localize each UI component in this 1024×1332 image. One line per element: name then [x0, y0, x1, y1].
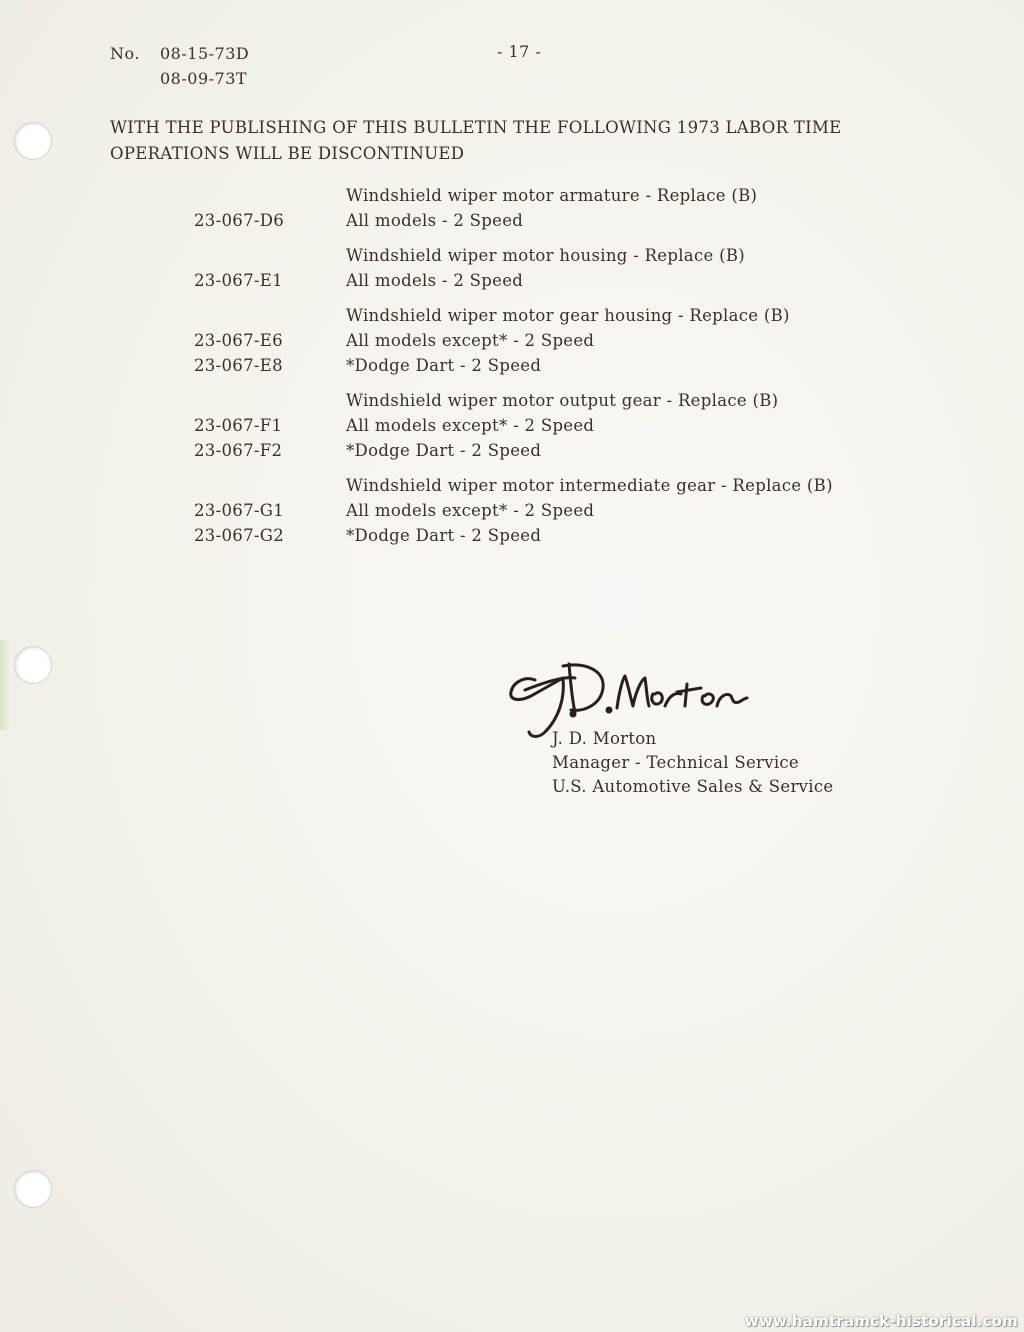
operation-code: 23-067-G2: [194, 526, 285, 545]
operation-title: [0, 246, 1024, 271]
intro-line-2: OPERATIONS WILL BE DISCONTINUED: [110, 144, 465, 163]
operation-title: [0, 476, 1024, 501]
operation-description: All models except* - 2 Speed: [346, 331, 595, 350]
operation-code: 23-067-D6: [194, 211, 285, 230]
operation-group: [0, 476, 1024, 551]
operation-description: All models except* - 2 Speed: [346, 501, 595, 520]
operation-description: *Dodge Dart - 2 Speed: [346, 356, 542, 375]
signer-department: U.S. Automotive Sales & Service: [552, 777, 834, 796]
operation-group: [0, 246, 1024, 296]
bulletin-no-label: No.: [110, 44, 140, 63]
operation-row: [0, 271, 1024, 296]
operation-title: [0, 186, 1024, 211]
operation-description: All models except* - 2 Speed: [346, 416, 595, 435]
punch-hole: [14, 122, 52, 160]
operation-title-text: Windshield wiper motor output gear - Replace (B): [346, 391, 779, 410]
operation-code: 23-067-F1: [194, 416, 283, 435]
operation-title-text: Windshield wiper motor housing - Replace (B): [346, 246, 745, 265]
paper-stain: [0, 640, 10, 730]
operation-row: [0, 526, 1024, 551]
operation-code: 23-067-F2: [194, 441, 283, 460]
punch-hole: [14, 646, 52, 684]
signer-name: J. D. Morton: [552, 729, 657, 748]
operation-code: 23-067-E6: [194, 331, 283, 350]
operation-code: 23-067-E8: [194, 356, 283, 375]
operation-group: [0, 306, 1024, 381]
bulletin-number-2: 08-09-73T: [160, 69, 248, 88]
punch-hole: [14, 1170, 52, 1208]
operations-list: [0, 186, 1024, 561]
operation-title-text: Windshield wiper motor intermediate gear - Replace (B): [346, 476, 833, 495]
bulletin-number-1: 08-15-73D: [160, 44, 250, 63]
operation-row: [0, 211, 1024, 236]
operation-row: [0, 331, 1024, 356]
bulletin-number-line-1: [110, 44, 249, 63]
operation-title: [0, 306, 1024, 331]
operation-group: [0, 186, 1024, 236]
operation-description: All models - 2 Speed: [346, 211, 524, 230]
operation-group: [0, 391, 1024, 466]
signer-title: Manager - Technical Service: [552, 753, 799, 772]
operation-row: [0, 441, 1024, 466]
page-number: - 17 -: [497, 42, 542, 61]
website-watermark: www.hamtramck-historical.com: [744, 1312, 1018, 1330]
operation-code: 23-067-E1: [194, 271, 283, 290]
operation-title-text: Windshield wiper motor armature - Replace (B): [346, 186, 758, 205]
operation-code: 23-067-G1: [194, 501, 285, 520]
operation-description: *Dodge Dart - 2 Speed: [346, 441, 542, 460]
intro-line-1: WITH THE PUBLISHING OF THIS BULLETIN THE FOLLOWING 1973 LABOR TIME: [110, 118, 842, 137]
operation-row: [0, 501, 1024, 526]
operation-title: [0, 391, 1024, 416]
operation-row: [0, 356, 1024, 381]
intro-paragraph: [110, 115, 910, 167]
operation-title-text: Windshield wiper motor gear housing - Replace (B): [346, 306, 790, 325]
operation-description: All models - 2 Speed: [346, 271, 524, 290]
operation-description: *Dodge Dart - 2 Speed: [346, 526, 542, 545]
operation-row: [0, 416, 1024, 441]
signature-block: [552, 727, 833, 799]
